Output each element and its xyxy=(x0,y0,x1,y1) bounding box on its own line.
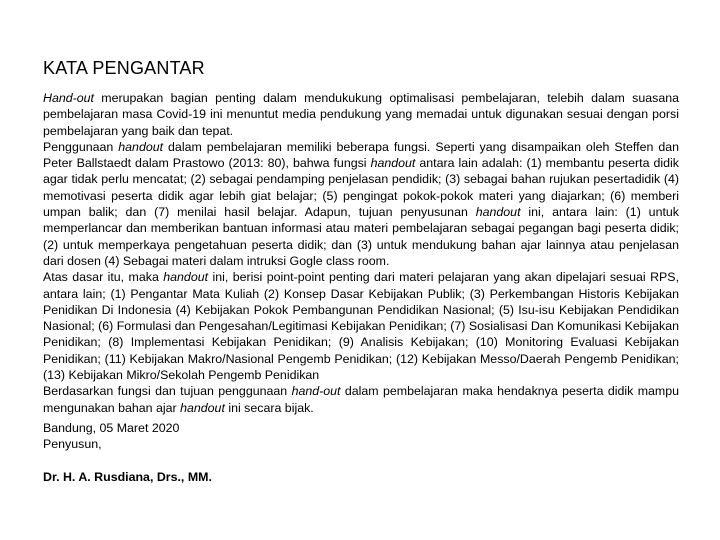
text: merupakan bagian penting dalam mendukukung optimalisasi pembelajaran, telebih dalam suasana pembelajaran masa Covid-19 ini menuntut media pendukung yang memadai untuk digunakan sesuai dengan porsi pembelajaran yang baik dan tepat. xyxy=(43,91,679,138)
page-title: KATA PENGANTAR xyxy=(43,58,205,78)
text: dalam pembelajaran maka hendaknya peserta didik mampu mengunakan bahan ajar xyxy=(43,384,680,415)
paragraph-intro xyxy=(43,90,679,139)
author-name: Dr. H. A. Rusdiana, Drs., MM. xyxy=(43,470,212,484)
paragraph-conclusion xyxy=(43,383,679,416)
term-handout: handout xyxy=(180,400,225,415)
text: ini, antara lain: (1) untuk memperlancar dan memberikan bantuan informasi atau materi pembelajaran sebagai pegangan bagi peserta didik; (2) untuk memperkaya pengetahuan peserta didik; dan (3) untuk mendukung bahan ajar lainnya atau penjelasan dari dosen (4) Sebagai materi dalam intruksi Gogle class room. xyxy=(43,205,679,268)
text: ini secara bijak. xyxy=(224,400,314,415)
text: dalam pembelajaran memiliki beberapa fungsi. Seperti yang disampaikan oleh Steffen dan Peter Ballstaedt dalam Prastowo (2013: 80), bahwa fungsi xyxy=(43,139,680,171)
paragraph-contents xyxy=(43,269,679,383)
term-handout: Hand-out xyxy=(43,91,94,105)
term-handout: handout xyxy=(370,156,416,171)
text: antara lain adalah: (1) membantu peserta didik agar tidak perlu mencatat; (2) sebagai pendamping penjelasan pendidik; (3) sebagai bahan rujukan pesertadidik (4) memotivasi peserta didik agar lebih giat belajar; (5) pengingat pokok-pokok materi yang diajarkan; (6) memberi umpan balik; dan (7) menilai hasil belajar. Adapun, tujuan penyusunan xyxy=(43,156,679,220)
term-handout: handout xyxy=(163,270,209,285)
text: Berdasarkan fungsi dan tujuan penggunaan xyxy=(43,384,292,399)
text: ini, berisi point-point penting dari materi pelajaran yang akan dipelajari sesuai RPS, antara lain; (1) Pengantar Mata Kuliah (2) Konsep Dasar Kebijakan Publik; (3) Perkembangan Historis Kebijakan Penidikan Di Indonesia (4) Kebijakan Pokok Pembangunan Pendidikan Nasional; (5) Isu-isu Kebijakan Pendidikan Nasional; (6) Formulasi dan Pengesahan/Legitimasi Kebijakan Penidikan; (7) Sosialisasi Dan Komunikasi Kebijakan Penidikan; (8) Implementasi Kebijakan Penidikan; (9) Analisis Kebijakan; (10) Monitoring Evaluasi Kebijakan Penidikan; (11) Kebijakan Makro/Nasional Pengemb Penidikan; (12) Kebijakan Messo/Daerah Pengemb Penidikan; (13) Kebijakan Mikro/Sekolah Pengemb Penidikan xyxy=(43,270,680,383)
closing-block xyxy=(43,420,179,453)
author-label: Penyusun, xyxy=(43,437,102,452)
term-handout: hand-out xyxy=(291,384,341,399)
place-date: Bandung, 05 Maret 2020 xyxy=(43,421,180,435)
text: Atas dasar itu, maka xyxy=(43,270,164,285)
term-handout: handout xyxy=(475,205,521,220)
text: Penggunaan xyxy=(43,139,119,154)
paragraph-functions xyxy=(43,139,679,269)
term-handout: handout xyxy=(118,139,164,154)
body-text xyxy=(43,90,679,416)
